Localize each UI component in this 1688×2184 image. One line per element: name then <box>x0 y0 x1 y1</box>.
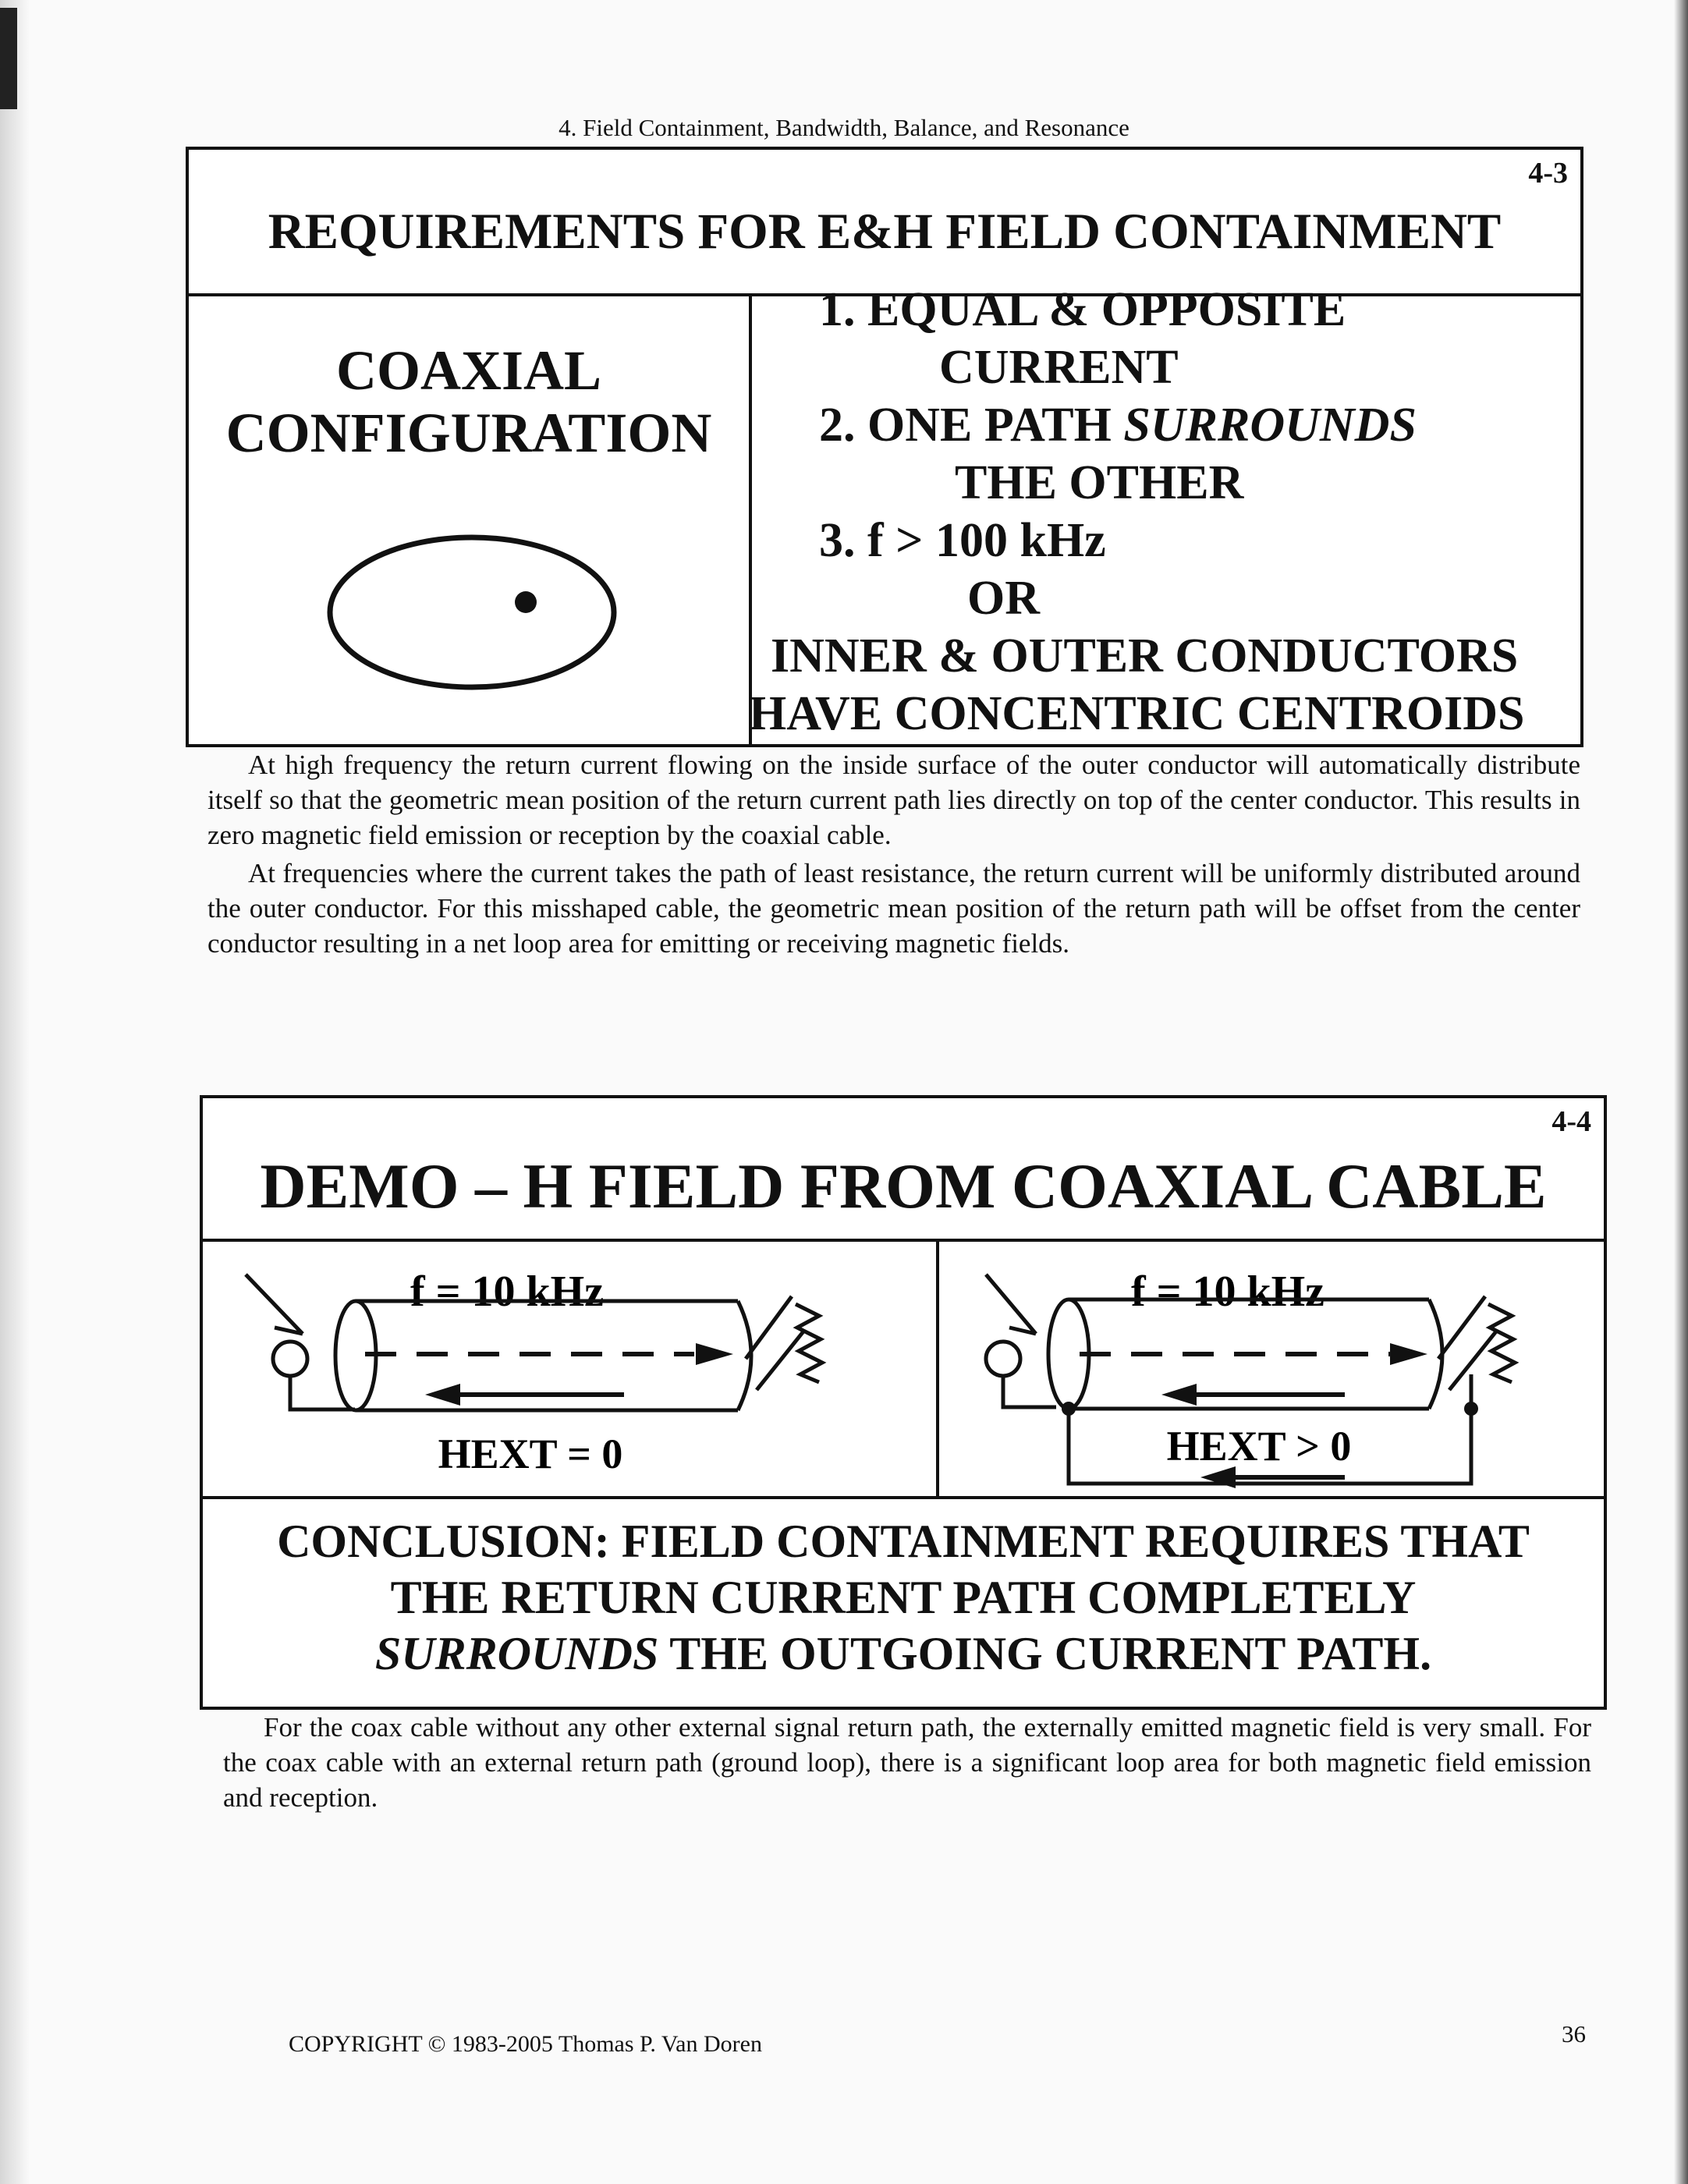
page-edge-shadow <box>1674 0 1688 2184</box>
frequency-label: f = 10 kHz <box>1130 1268 1325 1316</box>
coax-demo-ground-loop <box>939 1242 1607 1494</box>
source-lead <box>246 1275 303 1334</box>
ground-junction-left <box>1062 1402 1076 1416</box>
conclusion-line-3 <box>203 1627 1604 1681</box>
requirement-2a <box>819 398 1417 453</box>
coax-cross-section-diagram <box>321 523 626 702</box>
paragraph: At frequencies where the current takes the path of least resistance, the return current will be uniformly distributed around the outer conductor. For this misshaped cable, the geometric mean position of the return path will be offset from the center conductor resulting in a net loop area for emitting or receiving magnetic fields. <box>207 858 1580 959</box>
h-ext-label: HEXT > 0 <box>1166 1423 1352 1470</box>
return-arrowhead <box>425 1384 460 1406</box>
slide-4-3 <box>186 147 1583 747</box>
conclusion-line-2: THE RETURN CURRENT PATH COMPLETELY <box>390 1572 1417 1623</box>
running-header: 4. Field Containment, Bandwidth, Balance, and Resonance <box>559 114 1129 141</box>
explanation-text-1 <box>207 747 1580 961</box>
requirement-2b: THE OTHER <box>955 456 1244 509</box>
slide-number: 4-3 <box>1528 157 1568 190</box>
source-lead <box>986 1275 1036 1334</box>
paragraph: For the coax cable without any other external signal return path, the externally emitted magnetic field is very small. For the coax cable with an external return path (ground loop), there is a significant loop area for both magnetic field emission and reception. <box>223 1712 1591 1813</box>
column-divider <box>749 293 752 746</box>
page-number: 36 <box>1562 2020 1586 2048</box>
signal-source <box>986 1342 1020 1376</box>
source-return-lead <box>1003 1376 1056 1407</box>
surrounds-emphasis: SURROUNDS <box>1123 399 1417 452</box>
slide-title: REQUIREMENTS FOR E&H FIELD CONTAINMENT <box>268 204 1502 260</box>
conclusion-line-3-text: THE OUTGOING CURRENT PATH. <box>658 1628 1432 1679</box>
load-resistor <box>1438 1296 1515 1390</box>
copyright-footer: COPYRIGHT © 1983-2005 Thomas P. Van Doren <box>289 2031 762 2057</box>
requirement-3: 3. f > 100 kHz <box>819 514 1106 567</box>
coaxial-label-1: COAXIAL <box>335 339 602 402</box>
page-binding-shadow <box>0 0 30 2184</box>
alternative-line-1: INNER & OUTER CONDUCTORS <box>771 629 1519 682</box>
frequency-label: f = 10 kHz <box>410 1268 605 1316</box>
outgoing-arrowhead <box>1390 1343 1427 1365</box>
return-arrowhead <box>1161 1384 1197 1406</box>
surrounds-emphasis: SURROUNDS <box>374 1628 659 1679</box>
requirement-1b: CURRENT <box>939 341 1179 394</box>
h-ext-label: HEXT = 0 <box>438 1431 623 1477</box>
conclusion-divider <box>203 1496 1604 1499</box>
slide-4-4 <box>200 1095 1607 1710</box>
slide-title: DEMO – H FIELD FROM COAXIAL CABLE <box>260 1150 1547 1221</box>
conclusion-line-1: CONCLUSION: FIELD CONTAINMENT REQUIRES THAT <box>277 1516 1530 1567</box>
binding-mark <box>0 8 17 109</box>
center-conductor-dot <box>515 591 537 613</box>
signal-source <box>273 1342 307 1376</box>
slide-number: 4-4 <box>1551 1105 1591 1138</box>
outgoing-arrowhead <box>696 1343 733 1365</box>
or-label: OR <box>967 572 1040 625</box>
outer-conductor-ellipse <box>330 537 614 687</box>
requirement-1a: 1. EQUAL & OPPOSITE <box>819 283 1346 336</box>
paragraph: At high frequency the return current flowing on the inside surface of the outer conductor will automatically distribute itself so that the geometric mean position of the return current path lies directly on top of the center conductor. This results in zero magnetic field emission or reception by the coaxial cable. <box>207 750 1580 850</box>
requirement-2a-text: 2. ONE PATH <box>819 399 1124 452</box>
alternative-line-2: HAVE CONCENTRIC CENTROIDS <box>749 687 1525 740</box>
explanation-text-2 <box>223 1710 1591 1815</box>
load-resistor <box>746 1296 822 1390</box>
coaxial-label-2: CONFIGURATION <box>225 402 712 464</box>
ground-junction-right <box>1464 1402 1478 1416</box>
coax-demo-no-ground-loop <box>203 1242 934 1494</box>
